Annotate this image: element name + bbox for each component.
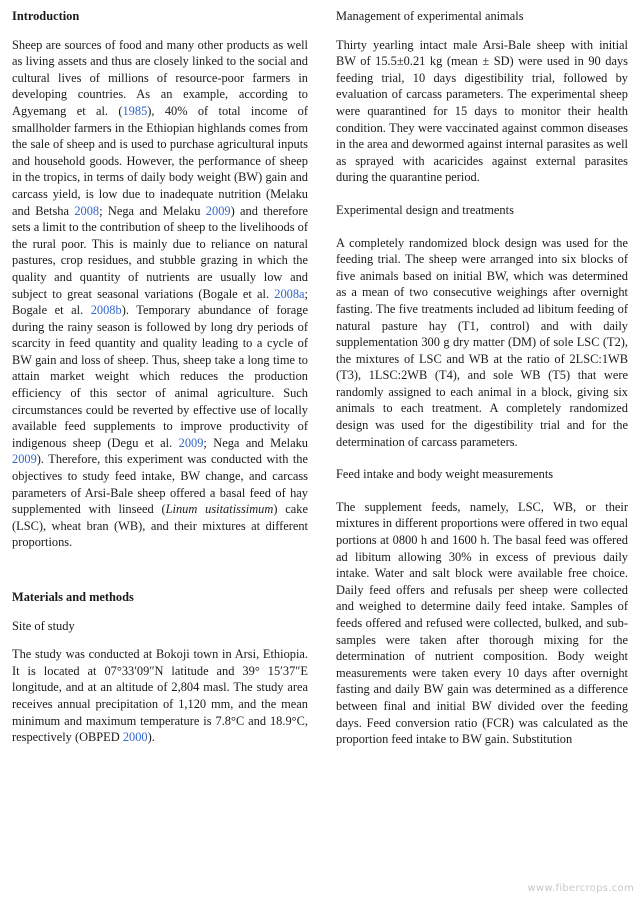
citation-link[interactable]: 2008 [74, 203, 100, 218]
right-column [336, 8, 628, 748]
intake-heading: Feed intake and body weight measurements [336, 467, 554, 482]
design-paragraph: A completely randomized block design was used for the feeding trial. The sheep were arranged into six blocks of five animals based on initial BW, which was determined as a mean of two consecutive weighings after overnight fasting. The five treatments included ad libitum feeding of natural pasture hay (T1, control) and with daily supplementation 300 g dry matter (DM) of sole LSC (T2), the mixtures of LSC and WB at the ratio of 2LSC:1WB (T3), 1LSC:2WB (T4), and sole WB (T5) that were randomly assigned to each animal in a block, giving six animals to each treatment. A completely randomized design was used for the digestibility trial and for the determination of carcass parameters. [336, 235, 628, 449]
watermark: www.fibercrops.com [527, 883, 634, 895]
introduction-heading: Introduction [12, 9, 80, 23]
introduction-paragraph: Sheep are sources of food and many other products as well as living assets and thus are closely linked to the social and cultural lives of millions of resource-poor farmers in developing countries. As an example, according to Agyemang et al. (1985), 40% of total income of smallholder farmers in the Ethiopian highlands comes from the sale of sheep and is used to purchase agricultural inputs and household goods. However, the performance of sheep in the tropics, in terms of daily body weight (BW) gain and carcass yield, is low due to inadequate nutrition (Melaku and Betsha 2008; Nega and Melaku 2009) and therefore sets a limit to the contribution of sheep to the livelihoods of the rural poor. This is mainly due to reliance on natural pastures, crop residues, and stubble grazing in which the quality and quantity of nutrients are usually low and subject to great seasonal variations (Bogale et al. 2008a; Bogale et al. 2008b). Temporary abundance of forage during the rainy season is followed by long dry periods of scarcity in feed quantity and quality leading to a cycle of BW gain and loss of sheep. Thus, sheep take a long time to attain market weight which reduces the production efficiency of this sector of animal agriculture. Such circumstances could be reverted by effective use of locally available feed supplements to improve productivity of indigenous sheep (Degu et al. 2009; Nega and Melaku 2009). Therefore, this experiment was conducted with the objectives to study feed intake, BW change, and carcass parameters of Arsi-Bale sheep offered a basal feed of hay supplemented with linseed (Linum usitatissimum) cake (LSC), wheat bran (WB), and their mixtures at different proportions. [12, 37, 309, 550]
citation-link[interactable]: 2009 [178, 435, 204, 450]
citation-link[interactable]: 1985 [122, 103, 148, 118]
species-name: Linum usitatissimum [165, 502, 274, 517]
methods-heading: Materials and methods [12, 590, 134, 604]
site-of-study-paragraph: The study was conducted at Bokoji town in Arsi, Ethiopia. It is located at 07°33′09″N latitude and 39° 15′37″E longitude, and at an altitude of 2,804 masl. The study area receives annual precipitation of 1,120 mm, and the mean minimum and maximum temperature is 7.8°C and 18.9°C, respectively (OBPED 2000). [12, 647, 308, 745]
citation-link[interactable]: 2009 [205, 203, 231, 218]
citation-link[interactable]: 2008b [90, 303, 122, 318]
site-of-study-heading: Site of study [12, 618, 75, 633]
citation-link[interactable]: 2000 [122, 730, 148, 745]
management-paragraph: Thirty yearling intact male Arsi-Bale sheep with initial BW of 15.5±0.21 kg (mean ± SD) were used in 90 days feeding trial, 10 days digestibility trial, followed by evaluation of carcass parameters. The experimental sheep were quarantined for 15 days to monitor their health condition. They were vaccinated against common diseases in the area and dewormed against internal parasites as well as sprayed with acaricides against external parasites during the quarantine period. [336, 37, 628, 185]
citation-link[interactable]: 2009 [12, 452, 37, 467]
management-heading: Management of experimental animals [336, 9, 524, 23]
intake-paragraph: The supplement feeds, namely, LSC, WB, or their mixtures in different proportions were offered in two equal portions at 0800 h and 1600 h. The basal feed was offered ad libitum allowing 30% in excess of previous daily intake. Water and salt block were available free choice. Daily feed offers and refusals per sheep were collected and weighed to determine daily feed intake. Samples of feeds offered and refused were collected, bulked, and sub-samples were taken after thorough mixing for the determination of nutrient composition. Body weight measurements were taken every 10 days after overnight fasting and daily BW gain was determined as a difference between final and initial BW divided over the feeding days. Feed conversion ratio (FCR) was calculated as the proportion feed intake to BW gain. Substitution [336, 499, 629, 747]
design-heading: Experimental design and treatments [336, 202, 514, 217]
citation-link[interactable]: 2008a [274, 286, 305, 301]
left-column [12, 8, 308, 746]
